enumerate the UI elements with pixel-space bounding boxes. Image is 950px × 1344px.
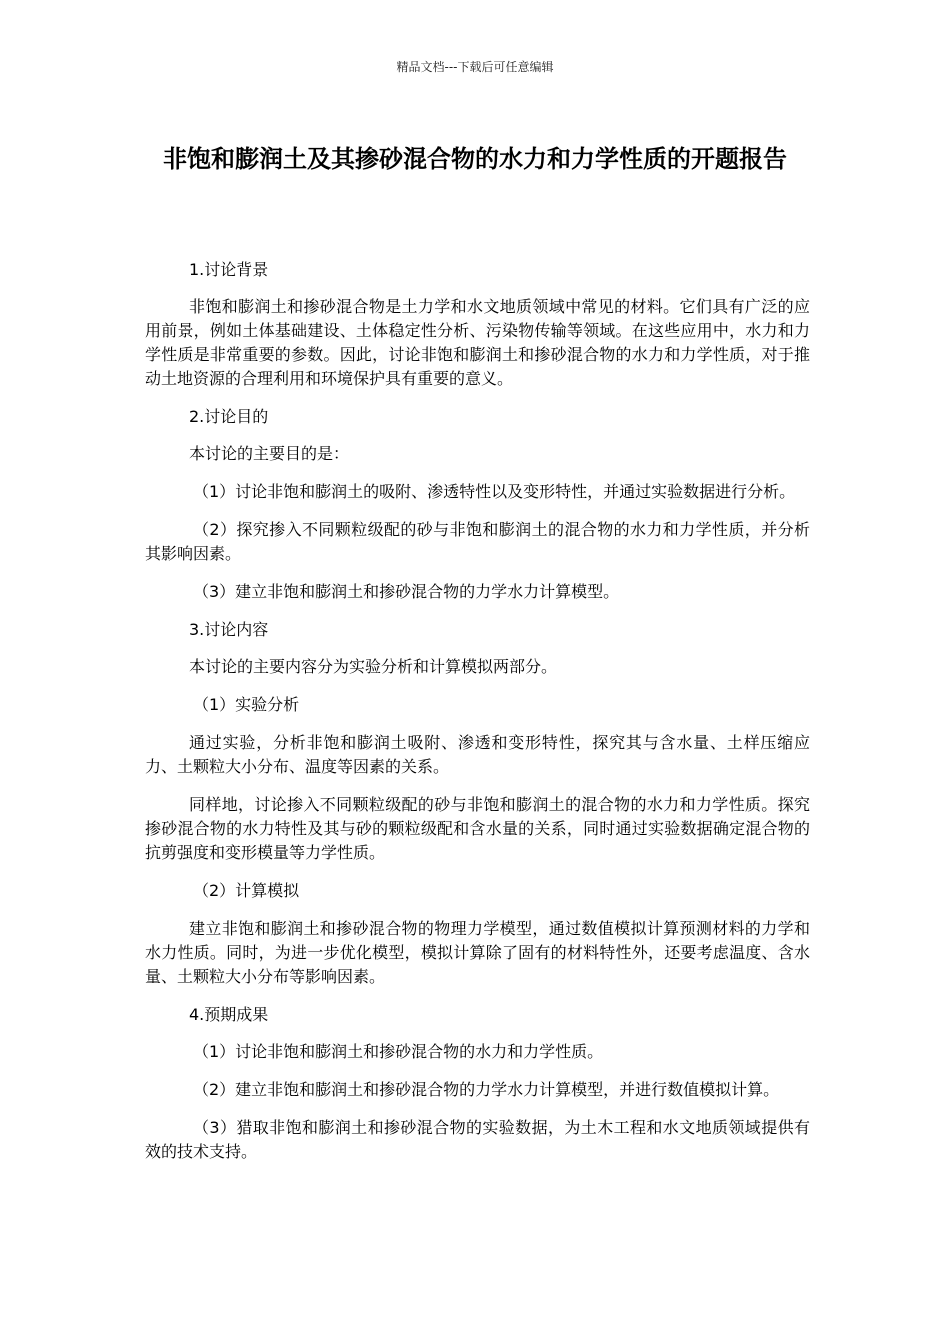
section-heading-outcomes: 4.预期成果 [189, 1005, 269, 1024]
paragraph: 通过实验，分析非饱和膨润土吸附、渗透和变形特性，探究其与含水量、土样压缩应力、土颗粒大小分布、温度等因素的关系。 [145, 733, 810, 776]
list-item: （2）探究掺入不同颗粒级配的砂与非饱和膨润土的混合物的水力和力学性质，并分析其影响因素。 [145, 520, 810, 563]
document-title: 非饱和膨润土及其掺砂混合物的水力和力学性质的开题报告 [163, 145, 787, 173]
paragraph: 本讨论的主要目的是： [189, 444, 350, 463]
subheading-simulation: （2）计算模拟 [193, 881, 300, 900]
paragraph: 建立非饱和膨润土和掺砂混合物的物理力学模型，通过数值模拟计算预测材料的力学和水力性质。同时，为进一步优化模型，模拟计算除了固有的材料特性外，还要考虑温度、含水量、土颗粒大小分布等影响因素。 [145, 919, 810, 986]
list-item: （3）猎取非饱和膨润土和掺砂混合物的实验数据，为土木工程和水文地质领域提供有效的技术支持。 [145, 1118, 810, 1161]
paragraph: 非饱和膨润土和掺砂混合物是土力学和水文地质领域中常见的材料。它们具有广泛的应用前景，例如土体基础建设、土体稳定性分析、污染物传输等领域。在这些应用中，水力和力学性质是非常重要的参数。因此，讨论非饱和膨润土和掺砂混合物的水力和力学性质，对于推动土地资源的合理利用和环境保护具有重要的意义。 [145, 297, 810, 388]
paragraph: 本讨论的主要内容分为实验分析和计算模拟两部分。 [189, 657, 558, 676]
section-heading-content: 3.讨论内容 [189, 620, 269, 639]
section-heading-purpose: 2.讨论目的 [189, 407, 269, 426]
header-note: 精品文档---下载后可任意编辑 [396, 60, 554, 74]
document-body [145, 258, 810, 1178]
list-item: （1）讨论非饱和膨润土和掺砂混合物的水力和力学性质。 [193, 1042, 604, 1061]
list-item: （1）讨论非饱和膨润土的吸附、渗透特性以及变形特性，并通过实验数据进行分析。 [193, 482, 796, 501]
section-heading-background: 1.讨论背景 [189, 260, 269, 279]
list-item: （2）建立非饱和膨润土和掺砂混合物的力学水力计算模型，并进行数值模拟计算。 [193, 1080, 780, 1099]
subheading-experiment: （1）实验分析 [193, 695, 300, 714]
list-item: （3）建立非饱和膨润土和掺砂混合物的力学水力计算模型。 [193, 582, 620, 601]
paragraph: 同样地，讨论掺入不同颗粒级配的砂与非饱和膨润土的混合物的水力和力学性质。探究掺砂混合物的水力特性及其与砂的颗粒级配和含水量的关系，同时通过实验数据确定混合物的抗剪强度和变形模量等力学性质。 [145, 795, 810, 862]
